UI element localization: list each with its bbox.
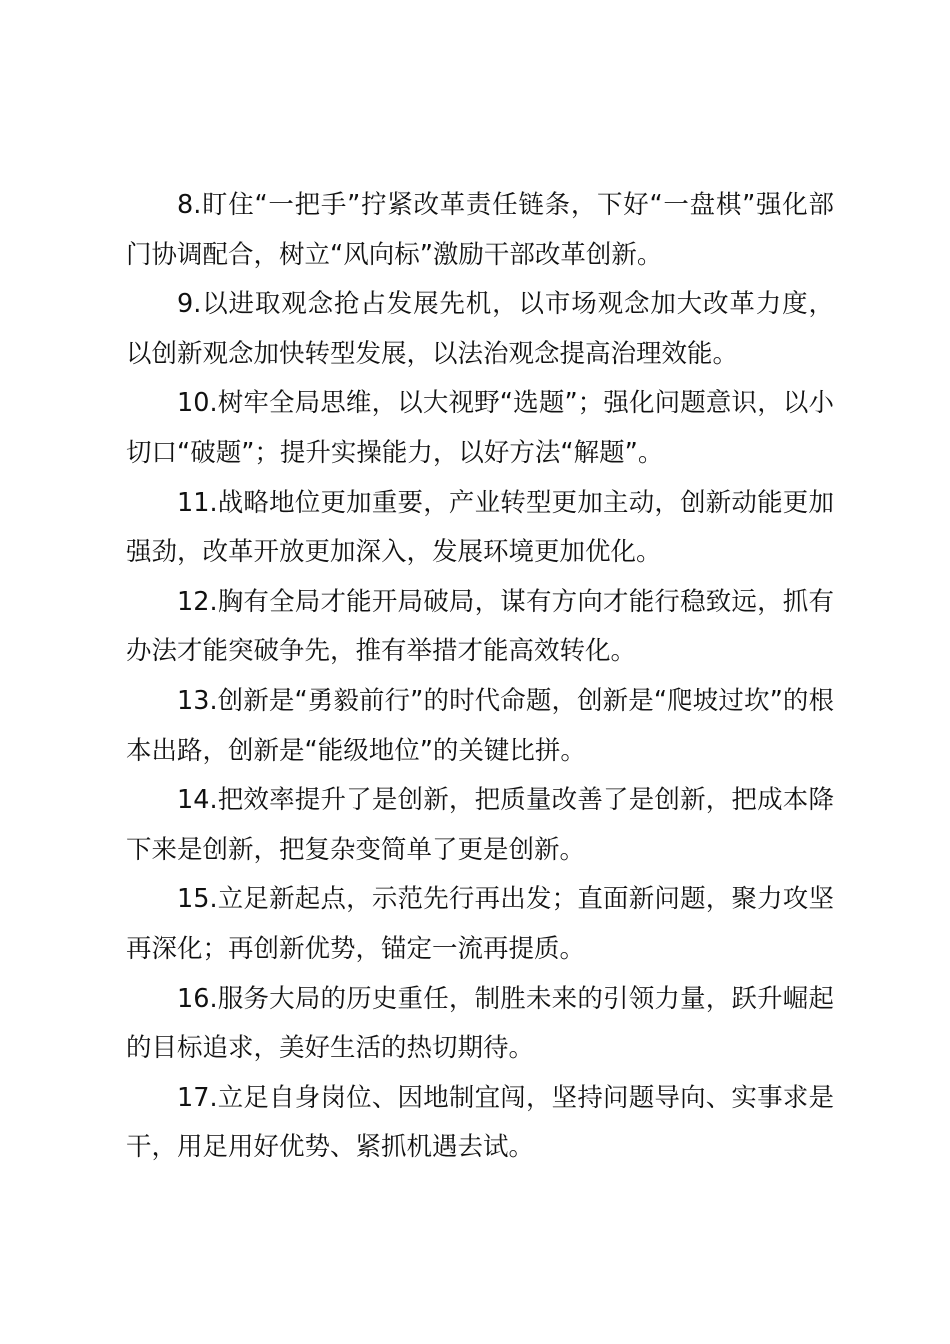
- document-body: [126, 181, 834, 1173]
- paragraph-9: 9.以进取观念抢占发展先机，以市场观念加大改革力度，以创新观念加快转型发展，以法治观念提高治理效能。: [126, 289, 834, 369]
- paragraph-14: 14.把效率提升了是创新，把质量改善了是创新，把成本降下来是创新，把复杂变简单了更是创新。: [126, 785, 834, 865]
- paragraph-8: 8.盯住“一把手”拧紧改革责任链条，下好“一盘棋”强化部门协调配合，树立“风向标”激励干部改革创新。: [126, 190, 834, 270]
- paragraph-15: 15.立足新起点，示范先行再出发；直面新问题，聚力攻坚再深化；再创新优势，锚定一流再提质。: [126, 884, 834, 964]
- paragraph-17: 17.立足自身岗位、因地制宜闯，坚持问题导向、实事求是干，用足用好优势、紧抓机遇去试。: [126, 1082, 834, 1163]
- paragraph-16: 16.服务大局的历史重任，制胜未来的引领力量，跃升崛起的目标追求，美好生活的热切期待。: [126, 983, 834, 1064]
- paragraph-12: 12.胸有全局才能开局破局，谋有方向才能行稳致远，抓有办法才能突破争先，推有举措才能高效转化。: [126, 586, 834, 667]
- paragraph-11: 11.战略地位更加重要，产业转型更加主动，创新动能更加强劲，改革开放更加深入，发展环境更加优化。: [126, 487, 834, 568]
- paragraph-13: 13.创新是“勇毅前行”的时代命题，创新是“爬坡过坎”的根本出路，创新是“能级地位”的关键比拼。: [126, 685, 834, 766]
- paragraph-10: 10.树牢全局思维，以大视野“选题”；强化问题意识，以小切口“破题”；提升实操能力，以好方法“解题”。: [126, 388, 834, 468]
